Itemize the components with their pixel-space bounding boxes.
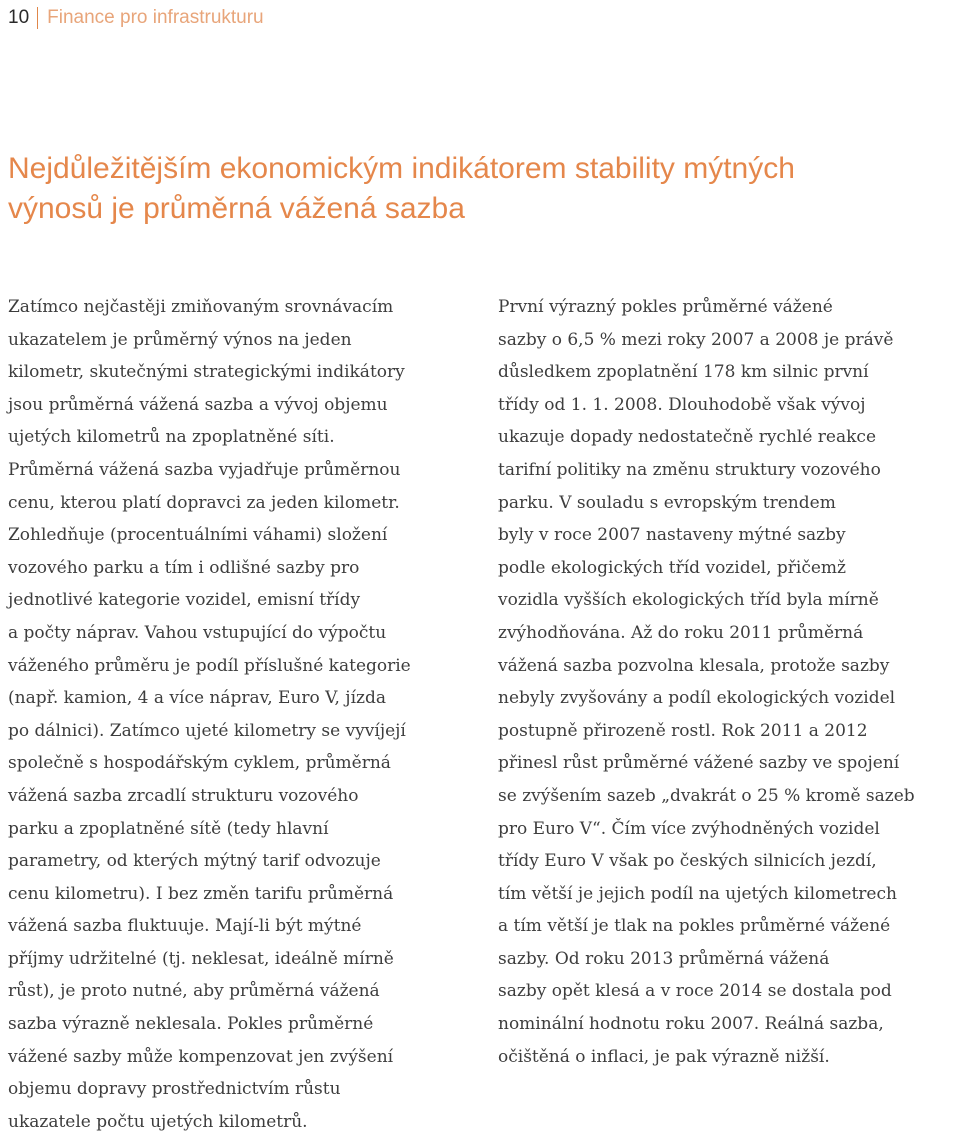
text-line: po dálnici). Zatímco ujeté kilometry se vyvíjejí [8, 720, 406, 741]
text-line: ujetých kilometrů na zpoplatněné síti. [8, 427, 335, 448]
text-line: objemu dopravy prostřednictvím růstu [8, 1079, 341, 1100]
text-line: ukazatele počtu ujetých kilometrů. [8, 1111, 308, 1132]
text-line: tím větší je jejich podíl na ujetých kilometrech [498, 883, 897, 904]
page-number: 10 [8, 7, 30, 28]
text-line: vážená sazba pozvolna klesala, protože sazby [498, 655, 890, 676]
text-line: Zatímco nejčastěji zmiňovaným srovnávacím [8, 297, 394, 317]
text-line: parku. V souladu s evropským trendem [498, 492, 836, 513]
heading-line: Nejdůležitějším ekonomickým indikátorem stability mýtných [8, 152, 795, 185]
text-line: byly v roce 2007 nastaveny mýtné sazby [498, 525, 846, 546]
text-line: důsledkem zpoplatnění 178 km silnic první [498, 362, 869, 383]
text-line: očištěná o inflaci, je pak výrazně nižší. [498, 1046, 830, 1067]
text-line: sazby o 6,5 % mezi roky 2007 a 2008 je právě [498, 329, 894, 350]
text-line: společně s hospodářským cyklem, průměrná [8, 753, 391, 774]
text-line: vážené sazby může kompenzovat jen zvýšení [8, 1046, 394, 1067]
text-line: Průměrná vážená sazba vyjadřuje průměrnou [8, 459, 401, 480]
text-line: vozidla vyšších ekologických tříd byla mírně [498, 590, 879, 611]
text-line: zvýhodňována. Až do roku 2011 průměrná [498, 622, 864, 643]
text-line: kilometr, skutečnými strategickými indikátory [8, 362, 405, 383]
header-divider [37, 7, 38, 29]
section-heading [8, 149, 948, 229]
text-line: nebyly zvyšovány a podíl ekologických vozidel [498, 688, 896, 709]
left-text-column [8, 291, 474, 1138]
right-text-column [498, 291, 958, 1073]
text-line: postupně přirozeně rostl. Rok 2011 a 2012 [498, 720, 868, 741]
text-line: nominální hodnotu roku 2007. Reálná sazba, [498, 1014, 884, 1035]
text-line: podle ekologických tříd vozidel, přičemž [498, 557, 846, 578]
text-line: Zohledňuje (procentuálními váhami) složení [8, 525, 388, 546]
text-line: vážená sazba zrcadlí strukturu vozového [8, 785, 359, 806]
running-header [8, 6, 264, 30]
text-line: a počty náprav. Vahou vstupující do výpočtu [8, 622, 387, 643]
text-line: ukazuje dopady nedostatečně rychlé reakce [498, 427, 877, 448]
text-line: parku a zpoplatněné sítě (tedy hlavní [8, 818, 329, 839]
text-line: sazba výrazně neklesala. Pokles průměrné [8, 1014, 374, 1035]
text-line: vážená sazba fluktuuje. Mají-li být mýtné [8, 916, 362, 937]
text-line: vozového parku a tím i odlišné sazby pro [8, 557, 360, 578]
text-line: a tím větší je tlak na pokles průměrné vážené [498, 916, 891, 937]
text-line: třídy od 1. 1. 2008. Dlouhodobě však vývoj [498, 394, 866, 415]
text-line: příjmy udržitelné (tj. neklesat, ideálně mírně [8, 948, 394, 969]
text-line: jsou průměrná vážená sazba a vývoj objemu [8, 394, 388, 415]
text-line: přinesl růst průměrné vážené sazby ve spojení [498, 753, 900, 774]
text-line: cenu kilometru). I bez změn tarifu průměrná [8, 883, 394, 904]
text-line: (např. kamion, 4 a více náprav, Euro V, jízda [8, 688, 386, 709]
text-line: První výrazný pokles průměrné vážené [498, 297, 833, 317]
text-line: váženého průměru je podíl příslušné kategorie [8, 655, 411, 676]
text-line: tarifní politiky na změnu struktury vozového [498, 459, 881, 480]
running-title: Finance pro infrastrukturu [47, 7, 264, 28]
text-line: pro Euro V“. Čím více zvýhodněných vozidel [498, 818, 880, 839]
text-line: růst), je proto nutné, aby průměrná vážená [8, 981, 380, 1002]
text-line: cenu, kterou platí dopravci za jeden kilometr. [8, 492, 400, 513]
text-line: parametry, od kterých mýtný tarif odvozuje [8, 851, 381, 872]
text-line: jednotlivé kategorie vozidel, emisní třídy [8, 590, 361, 611]
heading-line: výnosů je průměrná vážená sazba [8, 192, 465, 225]
text-line: třídy Euro V však po českých silnicích jezdí, [498, 851, 877, 872]
text-line: ukazatelem je průměrný výnos na jeden [8, 329, 352, 350]
text-line: sazby. Od roku 2013 průměrná vážená [498, 948, 830, 969]
text-line: sazby opět klesá a v roce 2014 se dostala pod [498, 981, 892, 1002]
text-line: se zvýšením sazeb „dvakrát o 25 % kromě sazeb [498, 785, 915, 806]
